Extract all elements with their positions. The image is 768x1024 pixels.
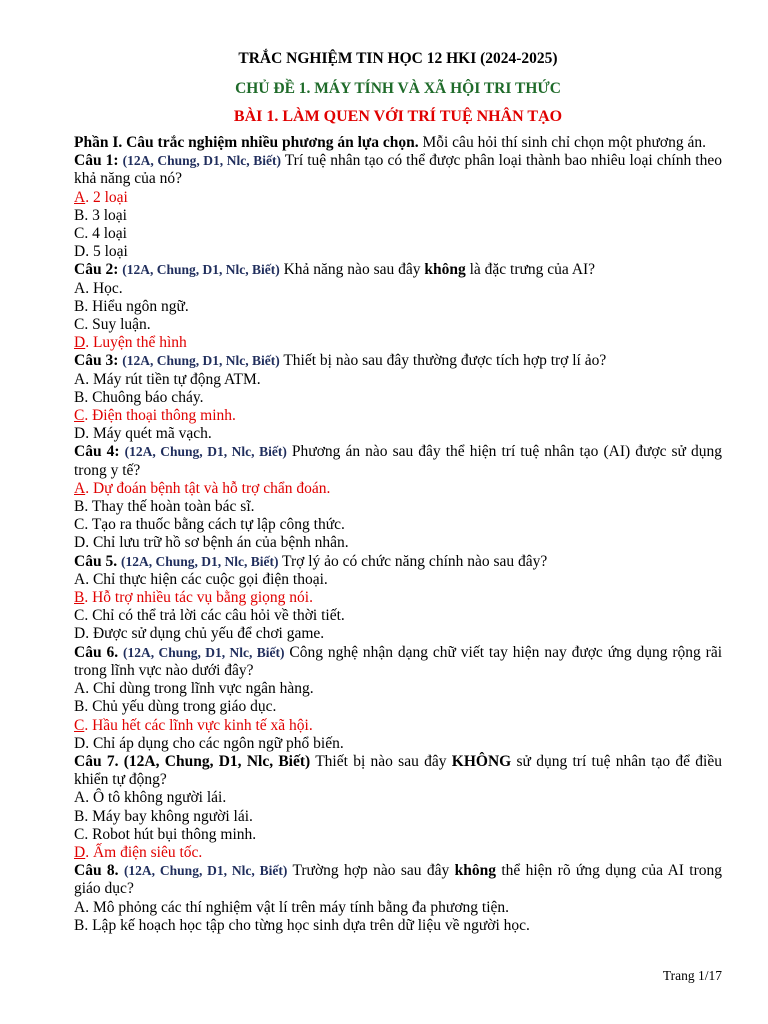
option-letter: A: [74, 789, 86, 807]
answer-option: [74, 826, 722, 844]
option-text: . Hỗ trợ nhiều tác vụ bằng giọng nói.: [84, 589, 313, 607]
option-text: . Máy rút tiền tự động ATM.: [85, 370, 261, 388]
part-intro: [74, 134, 722, 152]
question-label: Câu 3:: [74, 352, 119, 370]
question-label: Câu 7.: [74, 752, 119, 770]
answer-option-correct: [74, 589, 722, 607]
lesson-heading: BÀI 1. LÀM QUEN VỚI TRÍ TUỆ NHÂN TẠO: [233, 108, 563, 125]
option-text: . Lập kế hoạch học tập cho từng học sinh dựa trên dữ liệu về người học.: [84, 916, 530, 934]
question-stem: [74, 644, 722, 680]
question-text-end: là đặc trưng của AI?: [465, 261, 596, 279]
option-text: . Suy luận.: [84, 316, 151, 334]
option-text: . 2 loại: [85, 188, 128, 206]
option-letter: B: [74, 206, 85, 224]
question-text: Phương án nào sau đây thể hiện trí tuệ nhân tạo (AI) được sử dụng trong y tế?: [74, 443, 723, 479]
question-label: Câu 5.: [74, 552, 118, 570]
topic-heading: CHỦ ĐỀ 1. MÁY TÍNH VÀ XÃ HỘI TRI THỨC: [235, 80, 561, 97]
answer-option: [74, 389, 722, 407]
option-letter: B: [74, 297, 85, 315]
page-number: Trang 1/17: [662, 968, 722, 983]
answer-option: [74, 225, 722, 243]
option-letter: B: [74, 498, 85, 516]
answer-option-correct: [74, 480, 722, 498]
option-text: . Chỉ lưu trữ hồ sơ bệnh án của bệnh nhân.: [85, 534, 349, 552]
question-stem: [74, 553, 722, 571]
option-letter: C: [74, 407, 85, 425]
question-block: [74, 261, 722, 352]
option-letter: B: [74, 916, 85, 934]
answer-option: [74, 917, 722, 935]
question-text: Công nghệ nhận dạng chữ viết tay hiện nay được ứng dụng rộng rãi trong lĩnh vực nào dưới đây?: [74, 643, 722, 679]
question-text: Thiết bị nào sau đây thường được tích hợp trợ lí ảo?: [279, 352, 607, 370]
option-letter: C: [74, 825, 85, 843]
option-text: . Robot hút bụi thông minh.: [84, 825, 257, 843]
question-stem: [74, 152, 722, 188]
part-label: Phần I. Câu trắc nghiệm nhiều phương án lựa chọn.: [74, 134, 419, 151]
question-tag: (12A, Chung, D1, Nlc, Biết): [123, 752, 311, 770]
answer-option-correct: [74, 717, 722, 735]
option-text: . Máy quét mã vạch.: [85, 425, 212, 443]
question-text: Trí tuệ nhân tạo có thể được phân loại thành bao nhiêu loại chính theo khả năng của nó?: [74, 152, 722, 188]
option-text: . 3 loại: [84, 206, 127, 224]
answer-option-correct: [74, 844, 722, 862]
option-text: . Chỉ dùng trong lĩnh vực ngân hàng.: [85, 680, 314, 698]
question-text: Khả năng nào sau đây: [279, 261, 425, 279]
answer-option: [74, 899, 722, 917]
option-letter: A: [74, 370, 86, 388]
answer-option: [74, 243, 722, 261]
question-stem: [74, 753, 722, 789]
question-stem: [74, 443, 722, 479]
option-text: . 4 loại: [84, 225, 127, 243]
option-letter: D: [74, 734, 86, 752]
option-letter: A: [74, 570, 86, 588]
answer-option: [74, 571, 722, 589]
answer-option: [74, 298, 722, 316]
option-text: . Ô tô không người lái.: [85, 789, 227, 807]
answer-option: [74, 207, 722, 225]
option-text: . Dự đoán bệnh tật và hỗ trợ chẩn đoán.: [85, 479, 331, 497]
question-stem: [74, 261, 722, 279]
option-letter: C: [74, 225, 85, 243]
question-block: [74, 753, 722, 862]
question-label: Câu 6.: [74, 643, 119, 661]
option-text: . Tạo ra thuốc bằng cách tự lập công thức.: [84, 516, 345, 534]
question-tag: (12A, Chung, D1, Nlc, Biết): [122, 153, 281, 169]
option-letter: B: [74, 698, 85, 716]
option-text: . Chỉ có thể trả lời các câu hỏi về thời tiết.: [84, 607, 345, 625]
option-text: . Máy bay không người lái.: [84, 807, 253, 825]
option-letter: C: [74, 716, 85, 734]
answer-option: [74, 607, 722, 625]
question-text-end: sử dụng trí tuệ nhân tạo để điều khiển tự động?: [74, 752, 722, 789]
answer-option: [74, 280, 722, 298]
option-text: . Ấm điện siêu tốc.: [85, 843, 203, 861]
answer-option: [74, 698, 722, 716]
option-text: . 5 loại: [85, 243, 128, 261]
answer-option: [74, 534, 722, 552]
question-text-end: thể hiện rõ ứng dụng của AI trong giáo dục?: [74, 862, 723, 898]
question-block: [74, 862, 722, 935]
option-letter: B: [74, 388, 85, 406]
option-text: . Mô phỏng các thí nghiệm vật lí trên máy tính bằng đa phương tiện.: [85, 898, 510, 916]
question-block: [74, 352, 722, 443]
answer-option: [74, 625, 722, 643]
option-letter: D: [74, 625, 86, 643]
option-letter: A: [74, 188, 86, 206]
answer-option: [74, 498, 722, 516]
question-tag: (12A, Chung, D1, Nlc, Biết): [124, 444, 287, 460]
option-text: . Luyện thể hình: [85, 334, 187, 352]
answer-option: [74, 316, 722, 334]
answer-option: [74, 425, 722, 443]
question-label: Câu 4:: [74, 443, 120, 461]
question-stem: [74, 862, 722, 898]
question-emphasis: không: [454, 862, 496, 880]
answer-option: [74, 808, 722, 826]
option-text: . Học.: [85, 279, 123, 297]
option-letter: A: [74, 479, 86, 497]
answer-option: [74, 516, 722, 534]
question-block: [74, 443, 722, 552]
answer-option-correct: [74, 334, 722, 352]
question-tag: (12A, Chung, D1, Nlc, Biết): [122, 644, 285, 660]
question-text: Thiết bị nào sau đây: [310, 752, 452, 770]
option-letter: B: [74, 807, 85, 825]
question-list: [74, 152, 722, 935]
question-emphasis: KHÔNG: [451, 752, 512, 770]
option-letter: D: [74, 334, 86, 352]
answer-option-correct: [74, 189, 722, 207]
option-text: . Điện thoại thông minh.: [84, 407, 236, 425]
question-label: Câu 2:: [74, 261, 119, 279]
option-letter: A: [74, 279, 86, 297]
question-text: Trường hợp nào sau đây: [287, 862, 455, 880]
answer-option: [74, 789, 722, 807]
option-text: . Thay thế hoàn toàn bác sĩ.: [84, 498, 255, 516]
option-text: . Hiểu ngôn ngữ.: [84, 297, 189, 315]
question-body: [74, 134, 722, 935]
question-block: [74, 152, 722, 261]
option-text: . Được sử dụng chủ yếu để chơi game.: [85, 625, 325, 643]
answer-option-correct: [74, 407, 722, 425]
question-tag: (12A, Chung, D1, Nlc, Biết): [120, 553, 279, 569]
answer-option: [74, 680, 722, 698]
question-stem: [74, 352, 722, 370]
question-tag: (12A, Chung, D1, Nlc, Biết): [123, 863, 288, 879]
question-emphasis: không: [424, 261, 466, 279]
option-letter: B: [74, 589, 85, 607]
answer-option: [74, 735, 722, 753]
answer-option: [74, 371, 722, 389]
question-tag: (12A, Chung, D1, Nlc, Biết): [122, 353, 280, 369]
option-letter: D: [74, 843, 86, 861]
question-tag: (12A, Chung, D1, Nlc, Biết): [122, 262, 280, 278]
option-letter: C: [74, 516, 85, 534]
option-letter: C: [74, 316, 85, 334]
option-letter: A: [74, 898, 86, 916]
question-label: Câu 8.: [74, 862, 119, 880]
option-text: . Chỉ áp dụng cho các ngôn ngữ phổ biến.: [85, 734, 344, 752]
question-label: Câu 1:: [74, 152, 119, 170]
part-instruction: Mỗi câu hỏi thí sinh chỉ chọn một phương án.: [418, 134, 706, 151]
question-block: [74, 644, 722, 753]
question-block: [74, 553, 722, 644]
option-text: . Hầu hết các lĩnh vực kinh tế xã hội.: [84, 716, 313, 734]
option-letter: A: [74, 680, 86, 698]
document-title: TRẮC NGHIỆM TIN HỌC 12 HKI (2024-2025): [238, 50, 558, 67]
option-letter: C: [74, 607, 85, 625]
option-letter: D: [74, 534, 86, 552]
option-text: . Chủ yếu dùng trong giáo dục.: [84, 698, 277, 716]
option-text: . Chuông báo cháy.: [84, 388, 204, 406]
option-letter: D: [74, 243, 86, 261]
question-text: Trợ lý ảo có chức năng chính nào sau đây?: [278, 552, 548, 570]
option-text: . Chỉ thực hiện các cuộc gọi điện thoại.: [85, 570, 328, 588]
option-letter: D: [74, 425, 86, 443]
document-page: [74, 50, 722, 935]
